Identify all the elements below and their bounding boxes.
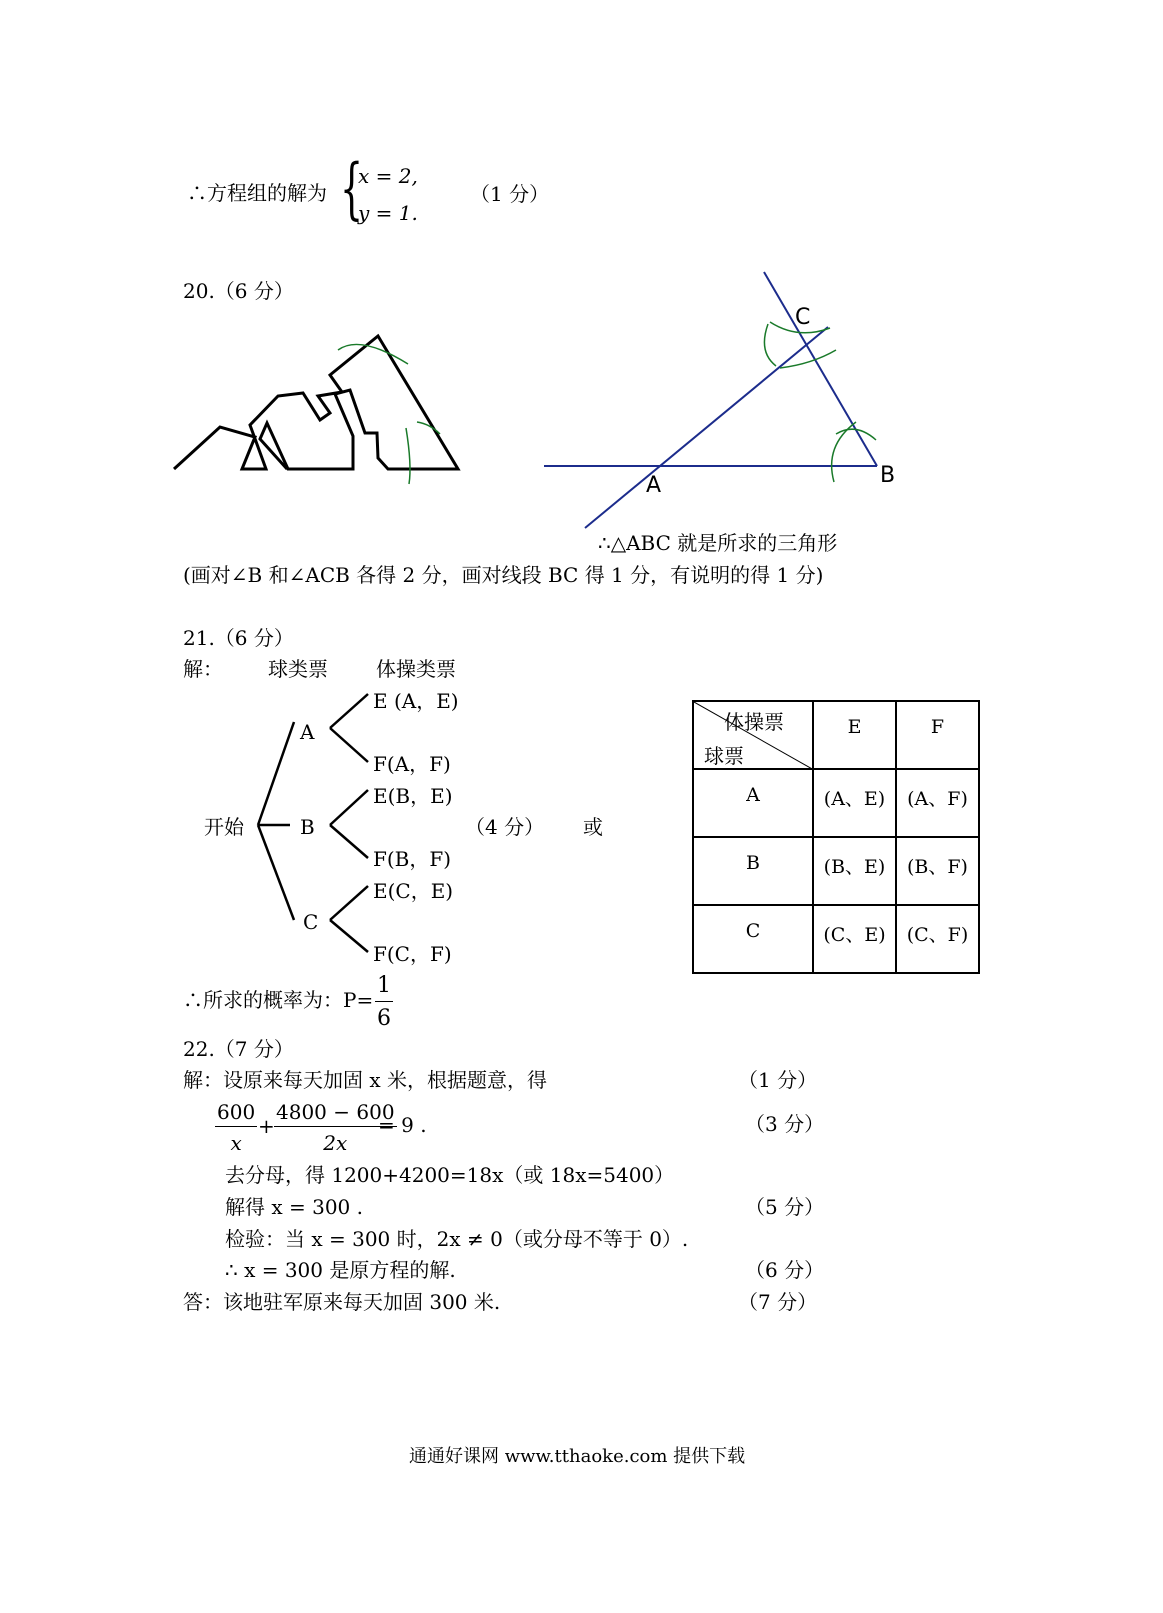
tree-leaf-b-e: E(B，E) [373, 784, 453, 808]
arc-c-left [764, 324, 776, 366]
table-corner-cell [693, 701, 813, 769]
table-cell: (B、E) [813, 837, 896, 905]
equation-plus: + [258, 1114, 275, 1138]
label-c: C [795, 305, 811, 330]
table-row-label-c: C [693, 905, 813, 973]
q22-line1: 解：设原来每天加固 x 米，根据题意，得 [183, 1068, 547, 1092]
q20-conclusion: ∴△ABC 就是所求的三角形 [598, 531, 838, 555]
fraction-2-numerator: 4800 − 600 [274, 1102, 397, 1127]
tree-start: 开始 [204, 815, 244, 839]
table-corner-bottom: 球票 [704, 744, 744, 768]
q22-line6: ∴ x = 300 是原方程的解. [225, 1258, 456, 1282]
line-ac [585, 327, 828, 528]
q22-score7: （7 分） [738, 1290, 818, 1314]
q21-col-gym: 体操类票 [376, 657, 456, 681]
system-eq-y: y = 1. [358, 201, 418, 225]
table-corner-top: 体操票 [724, 710, 784, 734]
table-cell: (C、F) [896, 905, 979, 973]
table-cell: (A、E) [813, 769, 896, 837]
equation-fraction-1 [215, 1102, 257, 1153]
q22-line5: 检验：当 x = 300 时，2x ≠ 0（或分母不等于 0）. [225, 1227, 689, 1251]
tree-leaf-a-e: E (A，E) [373, 689, 459, 713]
broken-triangle-outline [174, 336, 458, 469]
label-a: A [646, 473, 662, 498]
q22-answer: 答：该地驻军原来每天加固 300 米. [183, 1290, 501, 1314]
outcome-table [692, 700, 980, 974]
tree-leaf-c-f: F(C，F) [373, 942, 452, 966]
q22-score4: （5 分） [745, 1195, 825, 1219]
probability-fraction [375, 975, 393, 1030]
table-header-f: F [896, 701, 979, 769]
q22-score2: （3 分） [745, 1112, 825, 1136]
q21-heading: 21.（6 分） [183, 626, 294, 650]
system-score: （1 分） [470, 182, 550, 206]
tree-node-b: B [300, 815, 315, 839]
constructed-triangle-figure [540, 270, 920, 540]
tree-leaf-c-e: E(C，E) [373, 879, 454, 903]
probability-denominator: 6 [377, 1006, 391, 1031]
label-b: B [880, 463, 896, 488]
q21-or: 或 [583, 815, 603, 839]
q20-heading: 20.（6 分） [183, 279, 294, 303]
q20-scoring-note: (画对∠B 和∠ACB 各得 2 分，画对线段 BC 得 1 分，有说明的得 1 分) [183, 563, 824, 587]
equation-tail: = 9 . [378, 1113, 427, 1137]
system-solution-prefix: ∴方程组的解为 [187, 181, 327, 205]
q21-col-ball: 球类票 [268, 657, 328, 681]
q22-score1: （1 分） [738, 1068, 818, 1092]
table-cell: (C、E) [813, 905, 896, 973]
fraction-2-denominator: 2x [323, 1131, 348, 1155]
q22-score6: （6 分） [745, 1258, 825, 1282]
system-brace: { [340, 150, 364, 227]
table-row-label-b: B [693, 837, 813, 905]
tree-leaf-a-f: F(A，F) [373, 752, 451, 776]
tree-leaf-b-f: F(B，F) [373, 847, 452, 871]
table-row-label-a: A [693, 769, 813, 837]
arc-bottom-right [406, 428, 410, 484]
fraction-1-numerator: 600 [215, 1102, 257, 1127]
q22-line4: 解得 x = 300 . [225, 1195, 363, 1219]
q22-heading: 22.（7 分） [183, 1037, 294, 1061]
probability-numerator: 1 [375, 975, 393, 1002]
broken-triangle-figure [170, 330, 470, 500]
tree-node-c: C [303, 910, 319, 934]
table-header-e: E [813, 701, 896, 769]
line-bc [764, 272, 877, 466]
system-eq-x: x = 2, [358, 164, 418, 188]
fraction-1-denominator: x [230, 1131, 242, 1155]
probability-prefix: ∴所求的概率为：P= [183, 988, 374, 1012]
q22-line3: 去分母，得 1200+4200=18x（或 18x=5400） [225, 1163, 675, 1187]
table-cell: (B、F) [896, 837, 979, 905]
footer-credit: 通通好课网 www.tthaoke.com 提供下载 [409, 1446, 746, 1467]
q21-jie: 解： [183, 657, 223, 681]
table-cell: (A、F) [896, 769, 979, 837]
tree-node-a: A [300, 720, 315, 744]
q21-tree-score: （4 分） [465, 815, 545, 839]
